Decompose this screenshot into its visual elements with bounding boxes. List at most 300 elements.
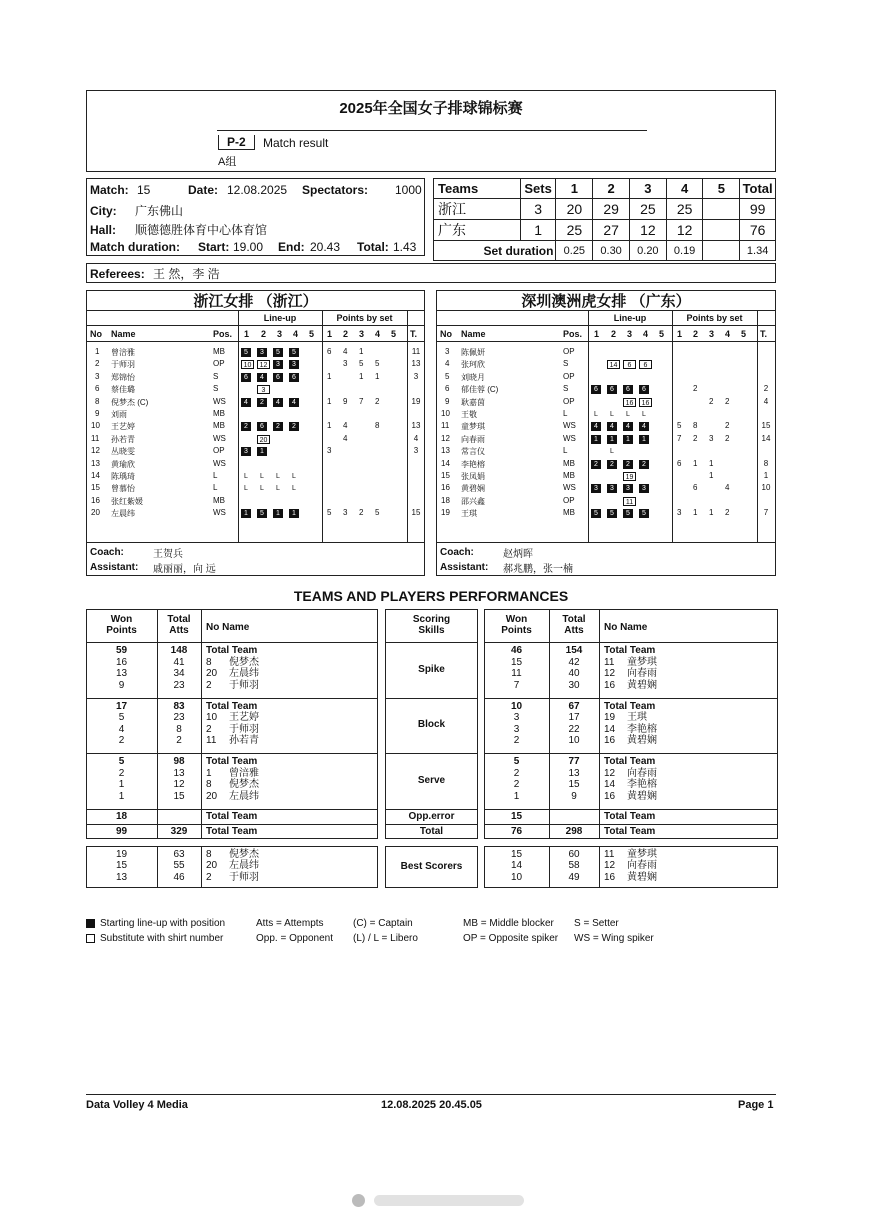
substitute-swatch xyxy=(86,934,95,943)
footer-rule xyxy=(86,1094,776,1095)
player-name: 李艳榕 xyxy=(627,723,657,735)
player-position: L xyxy=(213,483,218,493)
starting-lineup-marker: 1 xyxy=(273,509,283,518)
starting-lineup-marker: 1 xyxy=(289,509,299,518)
divider xyxy=(437,310,775,311)
column-header: 1 xyxy=(677,329,683,339)
libero-marker: L xyxy=(244,485,248,493)
player-position: WS xyxy=(213,458,226,468)
column-header: T. xyxy=(760,329,768,339)
legend-atts: Atts = Attempts xyxy=(256,918,324,929)
assistant-names: 戚丽丽，向 远 xyxy=(153,564,216,575)
set-duration-row xyxy=(434,241,776,261)
starting-lineup-marker: 3 xyxy=(639,484,649,493)
player-number: 15 xyxy=(91,483,100,493)
legend-opp: Opp. = Opponent xyxy=(256,933,334,944)
won-points: 2 xyxy=(513,779,520,790)
referees-value: 王 然，李 浩 xyxy=(153,267,220,281)
total-atts: 13 xyxy=(173,767,185,779)
score-header: 2 xyxy=(593,179,630,199)
column-header: Pos. xyxy=(213,329,233,339)
won-points: 15 xyxy=(510,848,523,860)
divider xyxy=(238,310,239,542)
player-number: 11 xyxy=(441,421,450,431)
player-total-points: 8 xyxy=(763,458,769,468)
spectators-count: 1000 xyxy=(395,183,422,197)
player-number: 12 xyxy=(441,433,450,443)
set-score: 29 xyxy=(593,199,630,220)
player-number: 11 xyxy=(91,433,100,443)
player-total-points: 15 xyxy=(411,508,421,518)
legend-s: S = Setter xyxy=(574,918,619,929)
column-header: 5 xyxy=(659,329,665,339)
set-score: 27 xyxy=(593,220,630,241)
player-number: 16 xyxy=(604,679,616,691)
header-box xyxy=(86,90,776,172)
player-name: 于师羽 xyxy=(229,723,259,735)
player-name: 曾涪雅 xyxy=(111,348,135,357)
total-atts: 77 xyxy=(568,756,580,767)
player-name: 刘雨 xyxy=(111,410,127,419)
libero-marker: L xyxy=(642,411,646,418)
player-position: OP xyxy=(563,347,575,356)
player-position: MB xyxy=(213,409,225,418)
match-date: 12.08.2025 xyxy=(227,183,288,197)
starting-lineup-marker: 6 xyxy=(241,373,251,382)
divider xyxy=(86,809,378,810)
set-points: 1 xyxy=(709,508,714,518)
substitute-marker: 10 xyxy=(241,360,254,369)
starting-lineup-marker: 6 xyxy=(591,385,601,394)
footer-right: Page 1 xyxy=(738,1099,774,1111)
player-number: 12 xyxy=(91,446,100,456)
substitute-marker: 14 xyxy=(607,360,620,369)
won-points: 59 xyxy=(115,645,128,656)
total-atts: 60 xyxy=(568,848,580,860)
player-position: L xyxy=(563,409,568,418)
opp-error-row-name: Total Team xyxy=(604,810,656,822)
city-label: City: xyxy=(90,204,117,218)
player-name: 于师羽 xyxy=(229,871,259,883)
starting-lineup-marker: 1 xyxy=(257,447,267,456)
column-header: Pos. xyxy=(563,329,583,339)
set-points: 1 xyxy=(327,396,332,406)
total-row-won: 76 xyxy=(510,825,523,837)
player-name: 童梦琪 xyxy=(627,656,657,668)
player-name: 黄碧娴 xyxy=(461,484,485,494)
won-points: 19 xyxy=(115,848,128,860)
player-name: 向春雨 xyxy=(461,434,485,444)
won-points: 5 xyxy=(118,756,125,767)
player-number: 12 xyxy=(604,860,616,871)
starting-lineup-swatch xyxy=(86,919,95,928)
player-position: S xyxy=(213,384,219,394)
footer-center: 12.08.2025 20.45.05 xyxy=(381,1099,482,1111)
score-header-row xyxy=(434,179,776,199)
player-name: 左晨纬 xyxy=(229,668,259,679)
set-points: 2 xyxy=(725,396,730,406)
player-number: 11 xyxy=(604,656,615,668)
player-name: 王艺婷 xyxy=(229,712,259,723)
set-points: 7 xyxy=(359,396,364,406)
player-number: 11 xyxy=(604,848,615,860)
libero-marker: L xyxy=(292,473,296,480)
won-points: 10 xyxy=(510,700,523,712)
set-points: 2 xyxy=(725,433,730,443)
starting-lineup-marker: 2 xyxy=(289,422,299,431)
starting-lineup-marker: 5 xyxy=(591,509,601,518)
duration-label: Match duration: xyxy=(90,240,180,254)
set-points: 8 xyxy=(375,421,380,431)
player-position: L xyxy=(213,471,218,480)
set-points: 1 xyxy=(709,471,714,480)
player-number: 16 xyxy=(604,790,616,802)
column-header: 1 xyxy=(594,329,600,339)
column-header: Name xyxy=(461,329,486,339)
total-row-label: Total xyxy=(419,825,444,837)
divider xyxy=(484,642,778,643)
player-number: 8 xyxy=(95,396,100,406)
won-points: 1 xyxy=(513,790,520,802)
total-atts: 41 xyxy=(173,656,185,668)
player-total-points: 7 xyxy=(763,508,769,518)
team-name-title: 浙江女排 （浙江） xyxy=(193,293,318,310)
starting-lineup-marker: 3 xyxy=(257,348,267,357)
divider xyxy=(437,542,775,543)
set-duration: 0.19 xyxy=(666,241,703,261)
set-points: 2 xyxy=(709,396,714,406)
total-atts: 58 xyxy=(568,860,580,871)
total-atts: 49 xyxy=(568,871,580,883)
player-position: S xyxy=(213,371,219,381)
score-header: Total xyxy=(740,179,776,199)
skill-label: Block xyxy=(417,719,446,731)
starting-lineup-marker: 3 xyxy=(607,484,617,493)
column-header: 4 xyxy=(293,329,299,339)
set-points: 3 xyxy=(709,433,714,443)
legend-libero: (L) / L = Libero xyxy=(353,933,418,944)
total-atts: 154 xyxy=(565,645,583,656)
player-name: 黄碧娴 xyxy=(627,790,657,802)
divider xyxy=(201,846,202,888)
total-atts: 12 xyxy=(173,779,185,790)
starting-lineup-marker: 4 xyxy=(289,398,299,407)
total-atts-header: Total Atts xyxy=(562,614,586,636)
substitute-marker: 11 xyxy=(623,497,636,506)
player-number: 10 xyxy=(441,409,450,418)
score-header: Sets xyxy=(520,179,556,199)
divider xyxy=(87,341,424,342)
starting-lineup-marker: 4 xyxy=(623,422,633,431)
player-number: 16 xyxy=(604,871,616,883)
won-points: 5 xyxy=(118,712,125,723)
libero-marker: L xyxy=(610,448,614,456)
player-name: 左晨纬 xyxy=(111,509,135,519)
divider xyxy=(588,310,589,542)
skill-label: Serve xyxy=(417,774,446,786)
player-name: 李艳榕 xyxy=(461,459,485,469)
score-header: 4 xyxy=(666,179,703,199)
scoring-skills-header: Scoring Skills xyxy=(412,614,451,636)
won-points: 15 xyxy=(115,860,128,871)
player-name: Total Team xyxy=(206,756,258,767)
match-info-box xyxy=(86,178,425,256)
player-number: 20 xyxy=(206,790,218,802)
score-header: 5 xyxy=(703,179,740,199)
team-a-roster xyxy=(86,290,425,576)
starting-lineup-marker: 2 xyxy=(257,398,267,407)
hall-label: Hall: xyxy=(90,223,117,237)
player-number: 10 xyxy=(206,712,218,723)
player-name: Total Team xyxy=(604,700,656,712)
divider xyxy=(672,310,673,542)
total-atts: 22 xyxy=(568,723,580,735)
legend xyxy=(86,918,786,950)
total-atts: 42 xyxy=(568,656,580,668)
player-position: OP xyxy=(563,495,575,505)
starting-lineup-marker: 2 xyxy=(591,460,601,469)
column-header: 5 xyxy=(741,329,747,339)
player-name: 郁佳蓉 (C) xyxy=(461,385,499,395)
won-points: 13 xyxy=(115,871,128,883)
column-header: 4 xyxy=(725,329,731,339)
player-name: 倪梦杰 (C) xyxy=(111,397,149,407)
player-position: OP xyxy=(213,359,225,369)
column-header: 3 xyxy=(359,329,365,339)
player-number: 8 xyxy=(206,656,212,668)
player-total-points: 15 xyxy=(761,421,771,431)
page-indicator xyxy=(352,1192,532,1206)
set-points: 4 xyxy=(725,483,730,493)
performances-title: TEAMS AND PLAYERS PERFORMANCES xyxy=(293,588,569,604)
legend-ws: WS = Wing spiker xyxy=(574,933,654,944)
starting-lineup-marker: 3 xyxy=(623,484,633,493)
player-position: OP xyxy=(563,396,575,406)
player-number: 6 xyxy=(95,384,100,394)
divider xyxy=(484,809,778,810)
total-atts: 40 xyxy=(568,668,580,679)
date-label: Date: xyxy=(188,183,219,197)
set-points: 3 xyxy=(343,359,348,369)
libero-marker: L xyxy=(292,485,296,493)
set-points: 4 xyxy=(343,347,348,356)
won-points: 17 xyxy=(115,700,128,712)
doc-code: P-2 xyxy=(218,135,255,150)
score-header: 3 xyxy=(629,179,666,199)
set-duration-label: Set duration xyxy=(434,241,556,261)
set-points: 7 xyxy=(677,433,682,443)
opp-error-row-won: 18 xyxy=(115,810,128,822)
set-points: 3 xyxy=(327,446,332,456)
column-header: T. xyxy=(410,329,418,339)
column-header: 2 xyxy=(693,329,699,339)
player-name: 曾涪雅 xyxy=(229,767,259,779)
starting-lineup-marker: 4 xyxy=(607,422,617,431)
divider xyxy=(385,809,478,810)
set-score xyxy=(703,199,740,220)
player-name: 张珂欣 xyxy=(461,360,485,370)
no-name-header: No Name xyxy=(604,622,648,633)
player-position: WS xyxy=(213,396,226,406)
total-label: Total: xyxy=(357,240,389,254)
starting-lineup-marker: 3 xyxy=(273,360,283,369)
tournament-title: 2025年全国女子排球锦标赛 xyxy=(339,100,523,117)
divider xyxy=(385,642,478,643)
score-row-team-b xyxy=(434,220,776,241)
player-number: 19 xyxy=(441,508,450,518)
substitute-marker: 20 xyxy=(257,435,270,444)
player-number: 20 xyxy=(206,668,218,679)
starting-lineup-marker: 2 xyxy=(607,460,617,469)
set-score: 25 xyxy=(629,199,666,220)
player-name: 黄碧娴 xyxy=(627,735,657,746)
substitute-marker: 6 xyxy=(623,360,636,369)
player-name: 童梦琪 xyxy=(461,422,485,432)
total-atts: 63 xyxy=(173,848,185,860)
starting-lineup-marker: 5 xyxy=(607,509,617,518)
starting-lineup-marker: 1 xyxy=(591,435,601,444)
player-number: 20 xyxy=(206,860,218,871)
player-total-points: 13 xyxy=(411,421,421,431)
player-number: 15 xyxy=(441,471,450,480)
player-name: 向春雨 xyxy=(627,668,657,679)
divider xyxy=(87,325,424,326)
column-header: No xyxy=(440,329,452,339)
set-points: 2 xyxy=(693,433,698,443)
player-position: MB xyxy=(213,495,225,505)
score-row-team-a xyxy=(434,199,776,220)
player-total-points: 13 xyxy=(411,359,421,369)
won-points: 7 xyxy=(513,679,520,691)
legend-substitute: Substitute with shirt number xyxy=(100,933,224,944)
player-number: 13 xyxy=(91,458,100,468)
best-scorers-label: Best Scorers xyxy=(400,860,463,872)
divider xyxy=(87,542,424,543)
player-number: 1 xyxy=(95,347,100,356)
set-points: 5 xyxy=(677,421,682,431)
won-points: 11 xyxy=(511,668,522,679)
total-atts-header: Total Atts xyxy=(167,614,191,636)
starting-lineup-marker: 2 xyxy=(273,422,283,431)
player-position: MB xyxy=(563,508,575,518)
starting-lineup-marker: 1 xyxy=(241,509,251,518)
column-header: 2 xyxy=(343,329,349,339)
set-duration: 0.20 xyxy=(629,241,666,261)
total-atts: 148 xyxy=(170,645,188,656)
player-number: 16 xyxy=(441,483,450,493)
player-number: 20 xyxy=(91,508,100,518)
starting-lineup-marker: 3 xyxy=(289,360,299,369)
divider xyxy=(484,824,778,825)
set-points: 2 xyxy=(359,508,364,518)
won-points: 13 xyxy=(115,668,128,679)
set-points: 1 xyxy=(327,371,332,381)
set-points: 8 xyxy=(693,421,698,431)
substitute-marker: 12 xyxy=(257,360,270,369)
coach-name: 王贺兵 xyxy=(153,549,183,560)
won-points: 2 xyxy=(513,735,520,746)
player-name: 童梦琪 xyxy=(627,848,657,860)
won-points: 1 xyxy=(118,790,125,802)
hall-value: 顺德德胜体育中心体育馆 xyxy=(135,223,268,237)
libero-marker: L xyxy=(260,485,264,493)
substitute-marker: 6 xyxy=(639,360,652,369)
divider xyxy=(86,698,378,699)
legend-captain: (C) = Captain xyxy=(353,918,413,929)
coach-label: Coach: xyxy=(90,547,124,558)
footer-left: Data Volley 4 Media xyxy=(86,1099,188,1111)
starting-lineup-marker: 2 xyxy=(241,422,251,431)
start-time: 19.00 xyxy=(233,240,264,254)
player-name: 孙若青 xyxy=(111,434,135,444)
match-label: Match: xyxy=(90,183,129,197)
set-points: 1 xyxy=(359,371,364,381)
divider xyxy=(484,753,778,754)
player-number: 9 xyxy=(95,409,100,418)
player-name: 丛晓雯 xyxy=(111,447,135,457)
player-total-points: 1 xyxy=(763,471,769,480)
team-name-title: 深圳澳洲虎女排 （广东） xyxy=(521,293,691,310)
divider xyxy=(385,824,478,825)
won-points: 14 xyxy=(510,860,523,871)
set-points: 3 xyxy=(343,508,348,518)
header-rule xyxy=(217,130,647,131)
player-name: 倪梦杰 xyxy=(229,779,259,790)
player-name: 刘晓月 xyxy=(461,372,485,382)
points-by-set-header: Points by set xyxy=(686,313,743,323)
set-points: 1 xyxy=(709,458,714,468)
legend-mb: MB = Middle blocker xyxy=(463,918,554,929)
starting-lineup-marker: 5 xyxy=(257,509,267,518)
player-number: 5 xyxy=(445,371,450,381)
player-number: 12 xyxy=(604,767,616,779)
player-name: 于师羽 xyxy=(111,360,135,370)
player-number: 9 xyxy=(445,396,450,406)
no-name-header: No Name xyxy=(206,622,250,633)
score-header: Teams xyxy=(434,179,521,199)
starting-lineup-marker: 4 xyxy=(257,373,267,382)
libero-marker: L xyxy=(626,411,630,418)
won-points: 16 xyxy=(115,656,128,668)
player-number: 14 xyxy=(441,458,450,468)
starting-lineup-marker: 6 xyxy=(289,373,299,382)
total-score: 76 xyxy=(740,220,776,241)
total-atts: 55 xyxy=(173,860,185,871)
libero-marker: L xyxy=(244,473,248,480)
player-position: OP xyxy=(213,446,225,456)
player-total-points: 11 xyxy=(411,347,421,356)
player-name: 郑锦怡 xyxy=(111,372,135,382)
set-points: 1 xyxy=(375,371,380,381)
player-position: WS xyxy=(213,508,226,518)
player-name: 孙若青 xyxy=(229,735,259,746)
total-atts: 30 xyxy=(568,679,580,691)
legend-op: OP = Opposite spiker xyxy=(463,933,559,944)
total-atts: 9 xyxy=(571,790,577,802)
player-total-points: 3 xyxy=(413,371,419,381)
column-header: 2 xyxy=(261,329,267,339)
player-name: 蔡佳璐 xyxy=(111,385,135,395)
column-header: Name xyxy=(111,329,136,339)
sets-won: 1 xyxy=(520,220,556,241)
won-points: 3 xyxy=(513,712,520,723)
lineup-header: Line-up xyxy=(613,313,647,323)
starting-lineup-marker: 2 xyxy=(623,460,633,469)
libero-marker: L xyxy=(276,473,280,480)
player-position: MB xyxy=(213,421,225,431)
substitute-marker: 16 xyxy=(639,398,652,407)
player-name: 黄瑜欣 xyxy=(111,459,135,469)
